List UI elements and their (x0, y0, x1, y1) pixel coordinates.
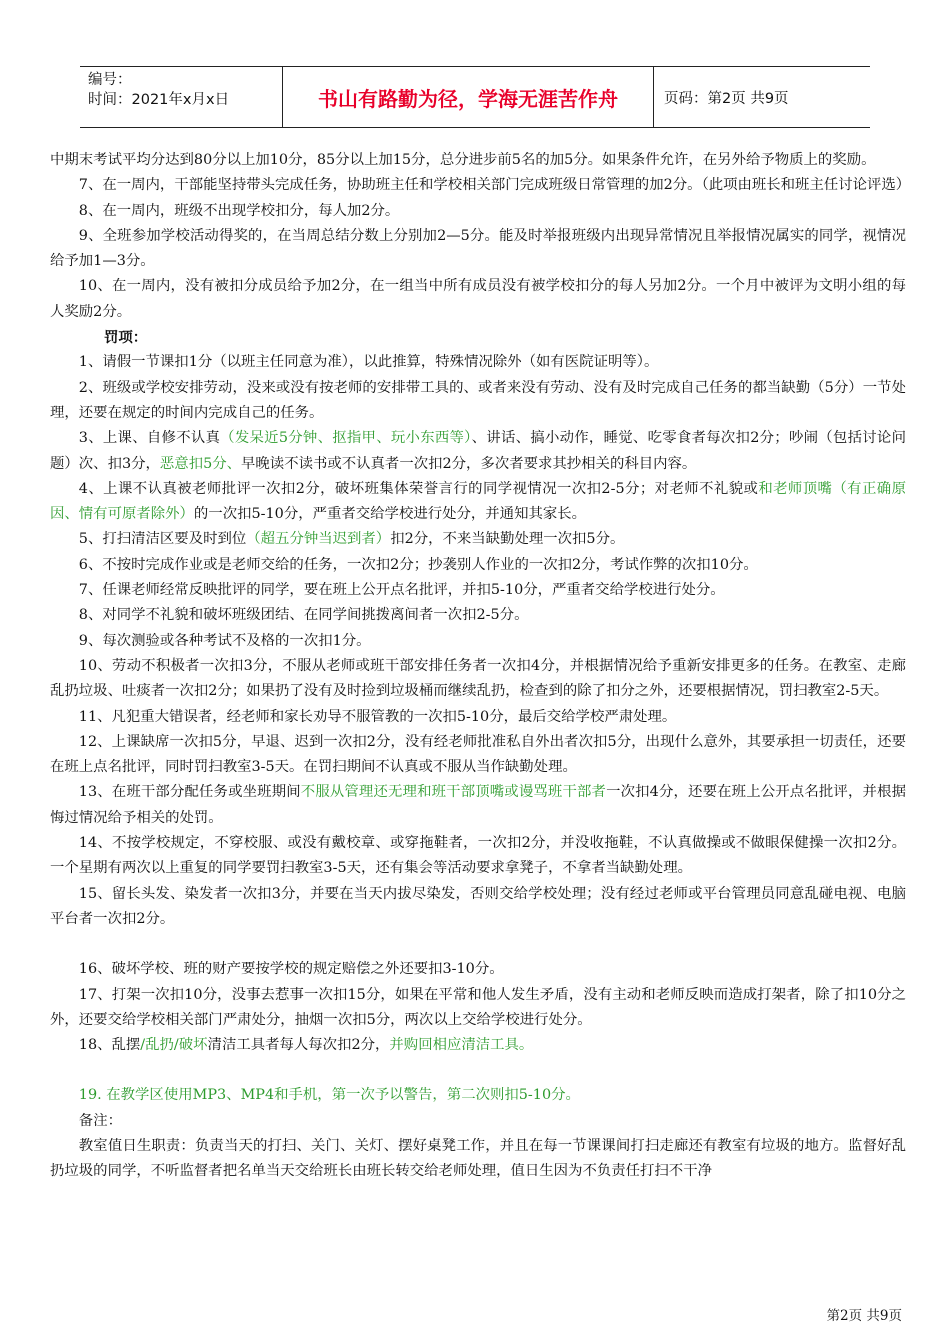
text-segment: 13、在班干部分配任务或坐班期间 (78, 784, 301, 801)
spacer (50, 932, 906, 957)
paragraph (50, 350, 906, 375)
paragraph (50, 983, 906, 1034)
paragraph (50, 1083, 906, 1108)
highlighted-text: 不服从管理还无理和班干部顶嘴或谩骂班干部者 (300, 784, 607, 801)
note-label (50, 1109, 906, 1134)
text-segment: 、讲话、搞小动作，睡觉、吃零食者每次扣2分；吵闹（包括讨论问题）次、扣3分， (50, 430, 906, 472)
highlighted-text: （发呆近5分钟、抠指甲、玩小东西等） (220, 430, 472, 447)
text-segment: 7、在一周内，干部能坚持带头完成任务，协助班主任和学校相关部门完成班级日常管理的加2分。（此项由班长和班主任讨论评选） (78, 177, 911, 194)
highlighted-text: 和老师顶嘴（有正确原因、情有可原者除外） (50, 480, 906, 523)
paragraph (50, 553, 906, 578)
paragraph (50, 629, 906, 654)
paragraph (50, 780, 906, 831)
highlighted-text: /乱扔/破坏 (140, 1037, 208, 1054)
text-segment: 的一次扣5-10分，严重者交给学校进行处分，并通知其家长。 (193, 506, 587, 523)
text-segment: 17、打架一次扣10分，没事去惹事一次扣15分，如果在平常和他人发生矛盾，没有主动和老师反映而造成打架者，除了扣10分之外，还要交给学校相关部门严肃处分，抽烟一次扣5分，两次以上交给学校进行处分。 (50, 986, 907, 1028)
paragraph (50, 199, 906, 224)
text-segment: 15、留长头发、染发者一次扣3分，并要在当天内拔尽染发，否则交给学校处理；没有经过老师或平台管理员同意乱碰电视、电脑平台者一次扣2分。 (50, 885, 906, 927)
text-segment: 2、班级或学校安排劳动，没来或没有按老师的安排带工具的、或者来没有劳动、没有及时完成自己任务的都当缺勤（5分）一节处理，还要在规定的时间内完成自己的任务。 (50, 379, 906, 421)
highlighted-text: 并购回相应清洁工具。 (389, 1037, 534, 1054)
text-segment: 7、任课老师经常反映批评的同学，要在班上公开点名批评，并扣5-10分，严重者交给学校进行处分。 (78, 582, 725, 599)
text-segment: 备注： (78, 1112, 122, 1129)
text-segment: 5、打扫清洁区要及时到位 (78, 531, 247, 548)
text-segment: 10、劳动不积极者一次扣3分，不服从老师或班干部安排任务者一次扣4分，并根据情况给予重新安排更多的任务。在教室、走廊乱扔垃圾、吐痰者一次扣2分；如果扔了没有及时捡到垃圾桶而继续乱扔，检查到的除了扣分之外，还要根据情况，罚扫教室2-5天。 (50, 657, 906, 700)
text-segment: 11、凡犯重大错误者，经老师和家长劝导不服管教的一次扣5-10分，最后交给学校严肃处理。 (78, 708, 677, 725)
paragraph (50, 376, 906, 427)
paragraph (50, 882, 906, 933)
text-segment: 10、在一周内，没有被扣分成员给予加2分，在一组当中所有成员没有被学校扣分的每人另加2分。一个月中被评为文明小组的每人奖励2分。 (50, 278, 906, 320)
paragraph (50, 527, 906, 552)
text-segment: 教室值日生职责：负责当天的打扫、关门、关灯、摆好桌凳工作，并且在每一节课课间打扫走廊还有教室有垃圾的地方。监督好乱扔垃圾的同学，不听监督者把名单当天交给班长由班长转交给老师处理，值日生因为不负责任打扫不干净 (50, 1137, 906, 1180)
paragraph (50, 705, 906, 730)
page-footer: 第2页 共9页 (826, 1308, 902, 1324)
text-segment: 3、上课、自修不认真 (78, 430, 221, 447)
paragraph (50, 730, 906, 781)
text-segment: 一次扣4分，还要在班上公开点名批评，并根据悔过情况给予相关的处罚。 (50, 784, 906, 826)
text-segment: 清洁工具者每人每次扣2分， (207, 1037, 390, 1054)
paragraph (50, 477, 906, 528)
text-segment: 8、在一周内，班级不出现学校扣分，每人加2分。 (78, 202, 400, 219)
text-segment: 14、不按学校规定，不穿校服、或没有戴校章、或穿拖鞋者，一次扣2分，并没收拖鞋，不认真做操或不做眼保健操一次扣2分。一个星期有两次以上重复的同学要罚扫教室3-5天，还有集会等活动要求拿凳子，不拿者当缺勤处理。 (50, 835, 906, 877)
highlighted-text: （超五分钟当迟到者） (246, 531, 391, 548)
text-segment: 18、乱摆 (78, 1037, 141, 1054)
text-segment: 中期末考试平均分达到80分以上加10分，85分以上加15分，总分进步前5名的加5分。如果条件允许，在另外给予物质上的奖励。 (50, 152, 876, 168)
paragraph (50, 603, 906, 628)
text-segment: 9、每次测验或各种考试不及格的一次扣1分。 (78, 632, 371, 649)
paragraph (50, 831, 906, 882)
header-motto: 书山有路勤为径，学海无涯苦作舟 (282, 67, 654, 127)
paragraph (50, 148, 906, 173)
text-segment: 6、不按时完成作业或是老师交给的任务，一次扣2分；抄袭别人作业的一次扣2分，考试作弊的次扣10分。 (78, 556, 758, 573)
spacer (50, 1058, 906, 1083)
text-segment: 8、对同学不礼貌和破坏班级团结、在同学间挑拨离间者一次扣2-5分。 (78, 607, 529, 624)
document-number-label: 编号： (88, 72, 132, 88)
text-segment: 16、破坏学校、班的财产要按学校的规定赔偿之外还要扣3-10分。 (78, 961, 504, 978)
paragraph (50, 274, 906, 325)
paragraph (50, 224, 906, 275)
document-date: 时间：2021年x月x日 (88, 92, 230, 108)
paragraph (50, 1033, 906, 1058)
paragraph (50, 578, 906, 603)
paragraph (50, 1134, 906, 1185)
text-segment: 1、请假一节课扣1分（以班主任同意为准），以此推算，特殊情况除外（如有医院证明等）。 (78, 354, 659, 371)
text-segment: 9、全班参加学校活动得奖的，在当周总结分数上分别加2—5分。能及时举报班级内出现异常情况且举报情况属实的同学，视情况给予加1—3分。 (50, 227, 906, 270)
section-heading (50, 325, 906, 350)
paragraph (50, 957, 906, 982)
header-meta (80, 67, 282, 127)
text-segment: 4、上课不认真被老师批评一次扣2分，破坏班集体荣誉言行的同学视情况一次扣2-5分；对老师不礼貌或 (78, 480, 759, 497)
paragraph (50, 426, 906, 477)
page-header (80, 66, 870, 128)
paragraph (50, 173, 911, 198)
text-segment: 12、上课缺席一次扣5分，早退、迟到一次扣2分，没有经老师批准私自外出者次扣5分，出现什么意外，其要承担一切责任，还要在班上点名批评，同时罚扫教室3-5天。在罚扫期间不认真或不服从当作缺勤处理。 (50, 733, 906, 776)
text-segment: 扣2分，不来当缺勤处理一次扣5分。 (390, 531, 625, 548)
text-segment: 罚项： (104, 329, 148, 347)
paragraph (50, 654, 906, 705)
document-body (50, 148, 911, 1185)
highlighted-text: 恶意扣5分、 (159, 455, 242, 472)
text-segment: 早晚读不读书或不认真者一次扣2分，多次者要求其抄相关的科目内容。 (241, 455, 697, 472)
header-page-number: 页码：第2页 共9页 (664, 90, 789, 107)
highlighted-text: 19. 在教学区使用MP3、MP4和手机，第一次予以警告，第二次则扣5-10分。 (78, 1087, 580, 1104)
